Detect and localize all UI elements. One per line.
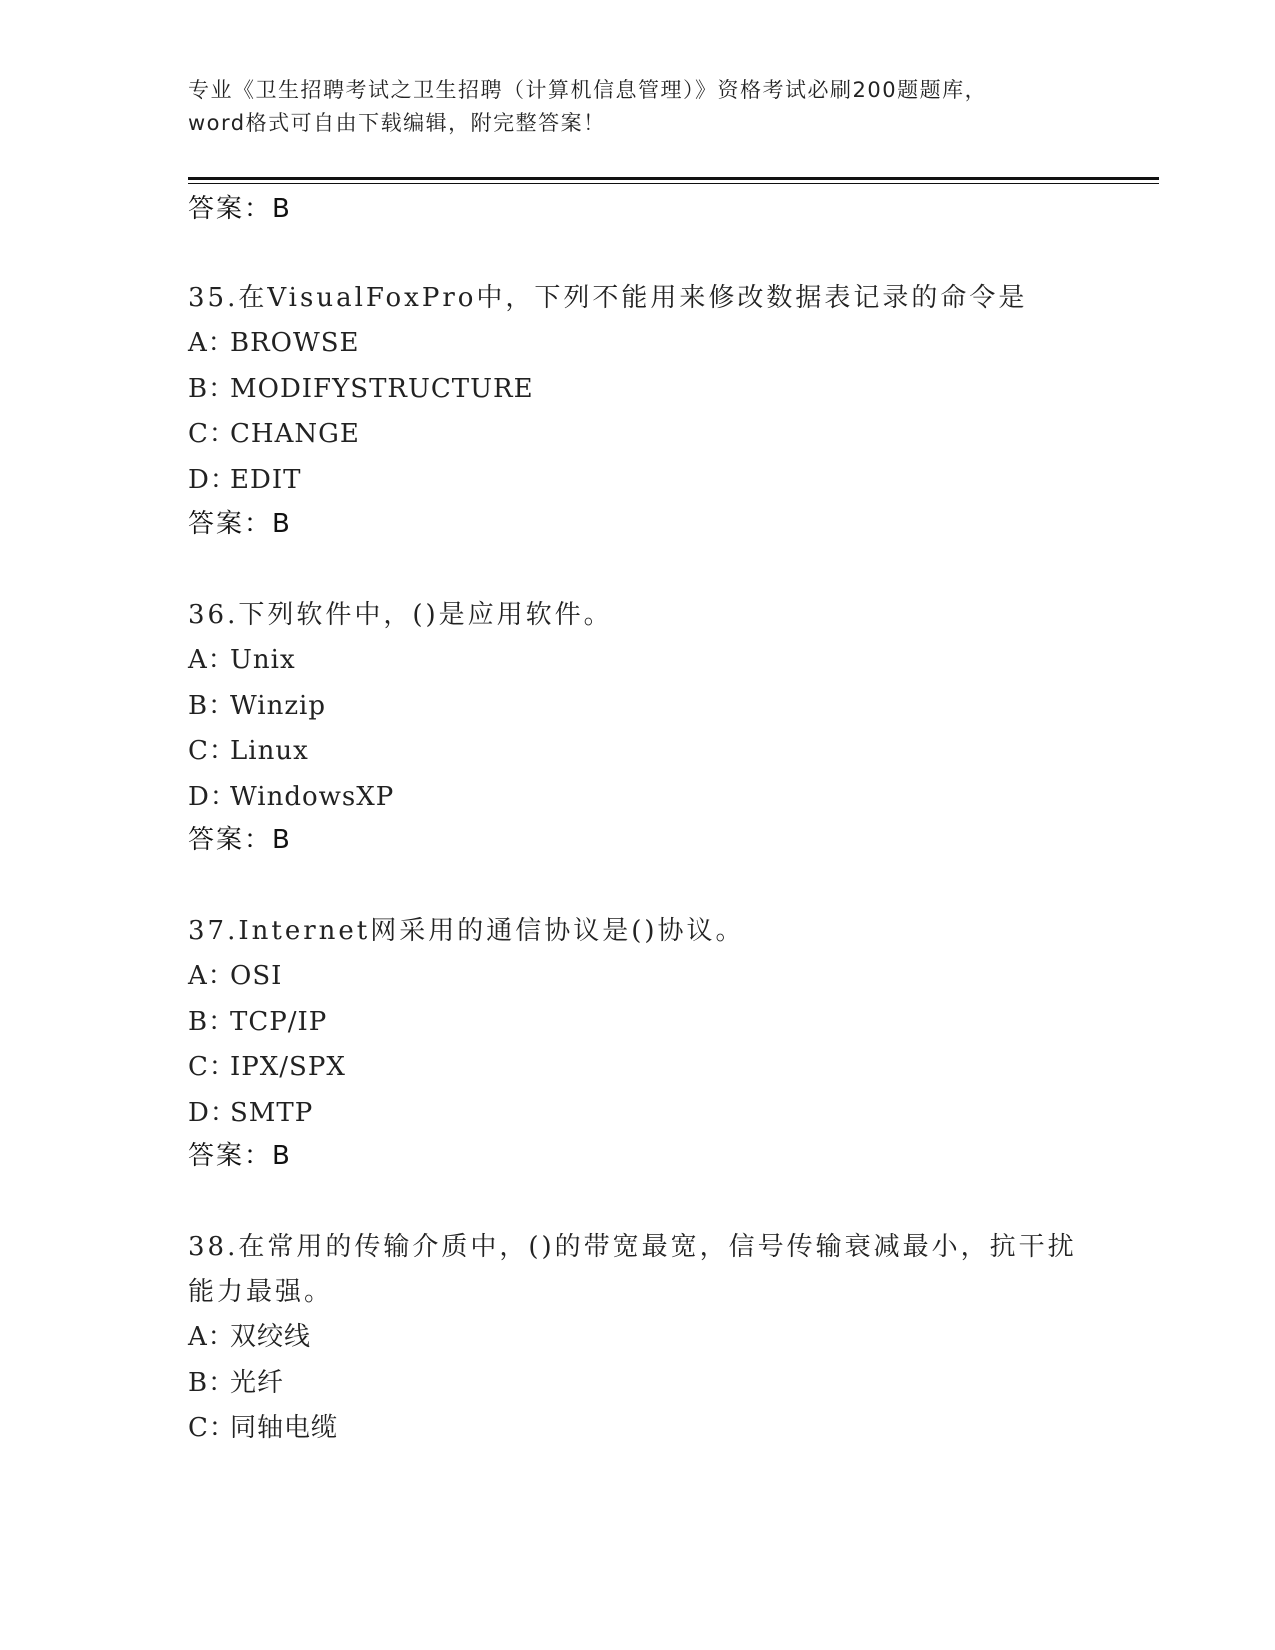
option-c: C：CHANGE [188, 419, 360, 449]
question-35 [188, 276, 1088, 503]
option-b: B：Winzip [188, 690, 326, 721]
header-line-2: word格式可自由下载编辑，附完整答案！ [188, 111, 606, 135]
header-divider-thin [188, 183, 1159, 184]
option-c: C：IPX/SPX [188, 1052, 346, 1082]
option-a: A：BROWSE [188, 328, 360, 358]
question-37 [188, 909, 1088, 1136]
header-line-1: 专业《卫生招聘考试之卫生招聘（计算机信息管理）》资格考试必刷200题题库， [188, 78, 988, 102]
option-b: B：TCP/IP [188, 1006, 328, 1037]
question-text: 35.在VisualFoxPro中，下列不能用来修改数据表记录的命令是 [188, 283, 1028, 313]
option-c: C：Linux [188, 736, 309, 766]
question-text-line-2: 能力最强。 [188, 1277, 334, 1307]
option-d: D：EDIT [188, 464, 302, 495]
question-text: 36.下列软件中，()是应用软件。 [188, 600, 613, 630]
question-text: 37.Internet网采用的通信协议是()协议。 [188, 916, 745, 946]
option-a: A：双绞线 [188, 1322, 312, 1352]
answer-37: 答案：B [188, 1141, 292, 1171]
answer-36: 答案：B [188, 825, 292, 855]
document-header [188, 74, 1088, 140]
option-b: B：光纤 [188, 1367, 285, 1398]
option-d: D：SMTP [188, 1097, 314, 1128]
answer-previous: 答案：B [188, 194, 292, 224]
option-b: B：MODIFYSTRUCTURE [188, 373, 534, 404]
question-38 [188, 1225, 1088, 1452]
option-c: C：同轴电缆 [188, 1413, 339, 1443]
question-36 [188, 593, 1088, 820]
option-d: D：WindowsXP [188, 781, 395, 812]
answer-35: 答案：B [188, 509, 292, 539]
header-divider-thick [188, 177, 1159, 180]
option-a: A：OSI [188, 961, 283, 991]
question-text-line-1: 38.在常用的传输介质中，()的带宽最宽，信号传输衰减最小，抗干扰 [188, 1232, 1077, 1262]
option-a: A：Unix [188, 645, 296, 675]
